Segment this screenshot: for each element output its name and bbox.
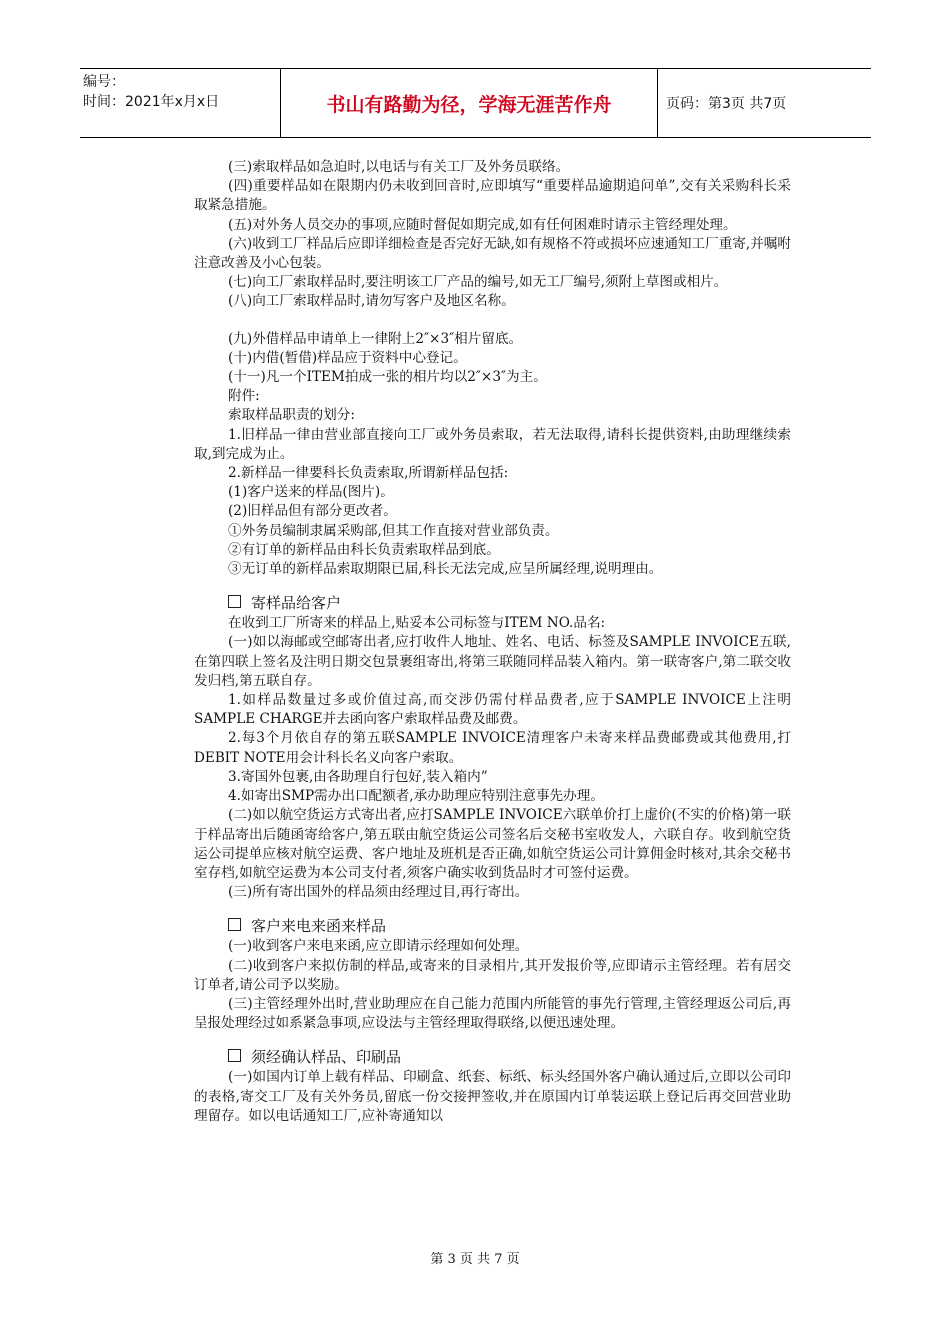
paragraph: (一)收到客户来电来函,应立即请示经理如何处理。 bbox=[228, 938, 529, 955]
page-footer: 第 3 页 共 7 页 bbox=[430, 1252, 520, 1267]
paragraph: 附件: bbox=[228, 388, 260, 405]
header-motto: 书山有路勤为径，学海无涯苦作舟 bbox=[281, 69, 658, 137]
header-meta bbox=[80, 69, 281, 137]
number-label: 编号： bbox=[83, 74, 125, 90]
paragraph: ②有订单的新样品由科长负责索取样品到底。 bbox=[228, 541, 500, 558]
paragraph: 1.旧样品一律由营业部直接向工厂或外务员索取，若无法取得,请科长提供资料,由助理继续索取,到完成为止。 bbox=[194, 426, 791, 462]
paragraph: (六)收到工厂样品后应即详细检查是否完好无缺,如有规格不符或损坏应速通知工厂重寄,并嘱咐注意改善及小心包装。 bbox=[194, 235, 791, 272]
header-page-label: 页码：第3页 共7页 bbox=[666, 96, 787, 112]
paragraph: (四)重要样品如在限期内仍未收到回音时,应即填写“重要样品逾期追问单”,交有关采购科长采取紧急措施。 bbox=[194, 178, 791, 214]
paragraph: (一)如国内订单上载有样品、印刷盒、纸套、标纸、标头经国外客户确认通过后,立即以公司印的表格,寄交工厂及有关外务员,留底一份交接押签收,并在原国内订单装运联上登记后再交回营业助理留存。如以电话通知工厂,应补寄通知以 bbox=[194, 1069, 791, 1124]
paragraph: 2.每3个月依自存的第五联SAMPLE INVOICE清理客户未寄来样品费邮费或其他费用,打DEBIT NOTE用会计科长名义向客户索取。 bbox=[194, 730, 791, 766]
paragraph: (五)对外务人员交办的事项,应随时督促如期完成,如有任何困难时请示主管经理处理。 bbox=[228, 216, 737, 233]
section-heading bbox=[194, 916, 791, 936]
paragraph: (2)旧样品但有部分更改者。 bbox=[228, 503, 397, 520]
paragraph: (十一)凡一个ITEM拍成一张的相片均以2″×3″为主。 bbox=[228, 369, 547, 386]
section-heading bbox=[194, 593, 791, 613]
paragraph: (八)向工厂索取样品时,请勿写客户及地区名称。 bbox=[228, 293, 515, 310]
paragraph: 索取样品职责的划分: bbox=[228, 407, 355, 424]
paragraph: 4.如寄出SMP需办出口配额者,承办助理应特别注意事先办理。 bbox=[228, 788, 604, 805]
paragraph: (三)所有寄出国外的样品须由经理过目,再行寄出。 bbox=[228, 884, 529, 901]
paragraph: (三)索取样品如急迫时,以电话与有关工厂及外务员联络。 bbox=[228, 159, 570, 175]
paragraph: 1.如样品数量过多或价值过高,而交涉仍需付样品费者,应于SAMPLE INVOICE上注明SAMPLE CHARGE并去函向客户索取样品费及邮费。 bbox=[194, 692, 791, 728]
paragraph: ①外务员编制隶属采购部,但其工作直接对营业部负责。 bbox=[228, 522, 559, 539]
paragraph: 3.寄国外包裹,由各助理自行包好,装入箱内” bbox=[228, 768, 488, 785]
checkbox-icon bbox=[228, 595, 241, 608]
paragraph: 2.新样品一律要科长负责索取,所谓新样品包括: bbox=[228, 465, 509, 482]
paragraph: (二)收到客户来拟仿制的样品,或寄来的目录相片,其开发报价等,应即请示主管经理。若有居交订单者,请公司予以奖励。 bbox=[194, 957, 791, 993]
paragraph: ③无订单的新样品索取期限已届,科长无法完成,应呈所属经理,说明理由。 bbox=[228, 561, 663, 578]
section-heading bbox=[194, 1047, 791, 1067]
paragraph: (一)如以海邮或空邮寄出者,应打收件人地址、姓名、电话、标签及SAMPLE INVOICE五联,在第四联上签名及注明日期交包景裹组寄出,将第三联随同样品装入箱内。第一联寄客户,第二联交收发归档,第五联自存。 bbox=[194, 634, 791, 689]
checkbox-icon bbox=[228, 918, 241, 931]
checkbox-icon bbox=[228, 1049, 241, 1062]
paragraph: (九)外借样品申请单上一律附上2″×3″相片留底。 bbox=[228, 330, 523, 347]
page-header bbox=[80, 68, 871, 138]
paragraph: (七)向工厂索取样品时,要注明该工厂产品的编号,如无工厂编号,须附上草图或相片。 bbox=[228, 274, 728, 291]
paragraph: (三)主管经理外出时,营业助理应在自己能力范围内所能管的事先行管理,主管经理返公司后,再呈报处理经过如系紧急事项,应设法与主管经理取得联络,以便迅速处理。 bbox=[194, 995, 791, 1032]
paragraph: (二)如以航空货运方式寄出者,应打SAMPLE INVOICE六联单价打上虚价(不实的价格)第一联于样品寄出后随函寄给客户,第五联由航空货运公司签名后交秘书室收发人，六联自存。收到航空货运公司提单应核对航空运费、客户地址及班机是否正确,如航空货运公司计算佣金时核对,其余交秘书室存档,如航空运费为本公司支付者,须客户确实收到货品时才可签付运费。 bbox=[194, 807, 791, 881]
section-title: 寄样品给客户 bbox=[251, 594, 342, 613]
section-title: 须经确认样品、印刷品 bbox=[251, 1048, 402, 1067]
paragraph: (1)客户送来的样品(图片)。 bbox=[228, 484, 394, 501]
document-body bbox=[194, 158, 791, 1126]
date-label: 时间：2021年x月x日 bbox=[83, 94, 220, 110]
paragraph: 在收到工厂所寄来的样品上,贴妥本公司标签与ITEM NO.品名: bbox=[228, 615, 606, 632]
paragraph: (十)内借(暂借)样品应于资料中心登记。 bbox=[228, 349, 467, 366]
spacer bbox=[194, 312, 791, 330]
section-title: 客户来电来函来样品 bbox=[251, 917, 387, 936]
